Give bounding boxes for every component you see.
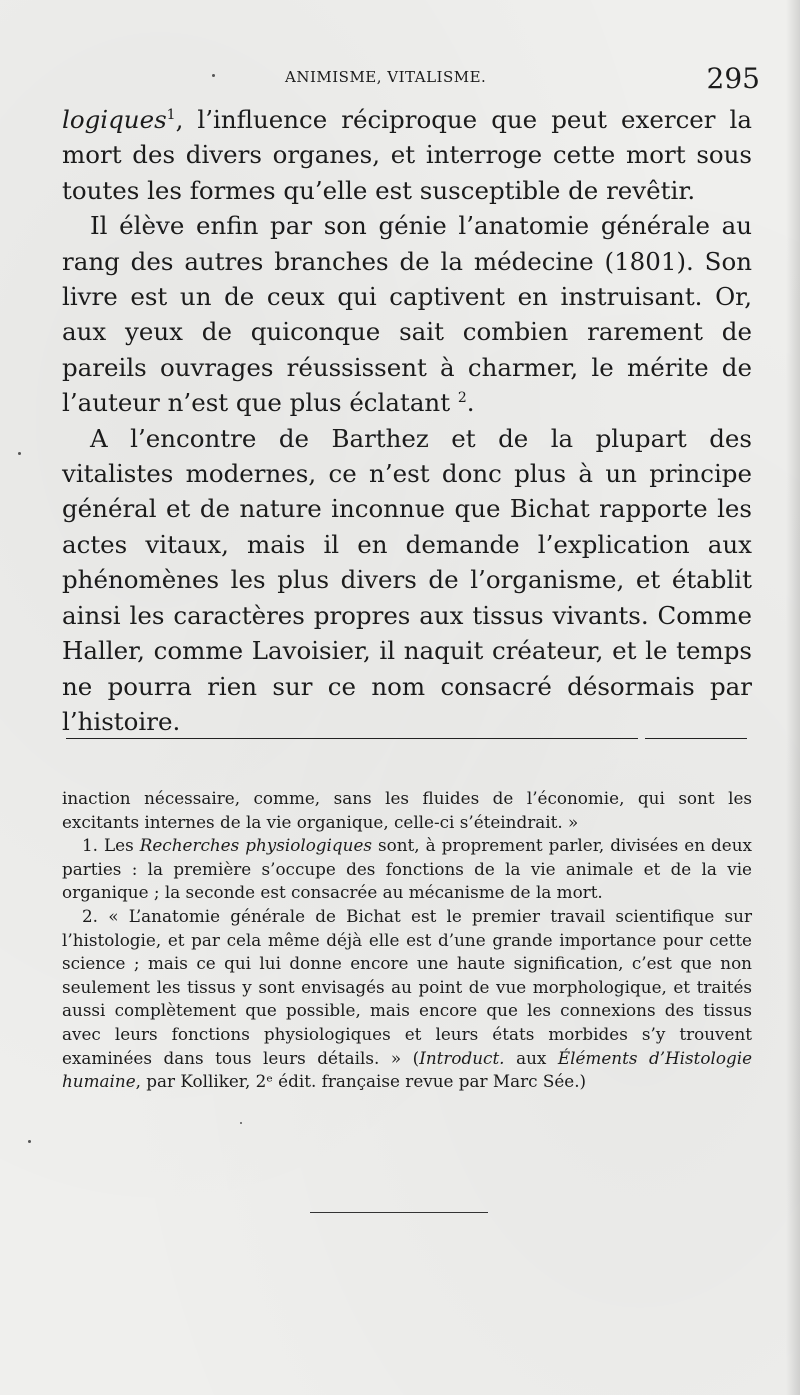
footnote-ref-1: 1 [166, 106, 176, 123]
paper-speck [28, 1140, 31, 1143]
footnote-2-italic-2: Éléments d’Histologie humaine [62, 1047, 752, 1092]
paper-speck [18, 452, 21, 455]
paragraph-2-text: Il élève enfin par son génie l’anatomie générale au rang des autres branches de la médecine (1801). Son livre est un de ceux qui captivent en instruisant. Or, aux yeux de quiconque sait combien rarement de pareils ouvrages réussissent à charmer, le mérite de l’auteur n’est que plus éclatant [62, 211, 752, 418]
paragraph-3 [62, 421, 752, 740]
paragraph-2-end: . [466, 388, 475, 418]
running-title: ANIMISME, VITALISME. [285, 68, 487, 86]
footnote-2-text: 2. « L’anatomie générale de Bichat est le premier travail scientifique sur l’histologie, et par cela même déjà elle est d’une grande importance pour cette science ; mais ce qui lui donne encore une haute signification, c’est que non seulement les tissus y sont envisagés au point de vue morphologique, et traités aussi complètement que possible, mais encore que les connexions des tissus avec leurs fonctions physiologiques et leurs états morbides s’y trouvent examinées dans tous leurs détails. » ( [62, 905, 752, 1068]
paragraph-1 [62, 102, 752, 208]
footnote-ref-2: 2 [457, 390, 467, 407]
main-text [62, 102, 752, 739]
section-rule-left [66, 738, 638, 739]
footnote-2-italic-1: Introduct. [419, 1047, 505, 1068]
footnotes [62, 787, 752, 1094]
paper-speck [240, 1122, 242, 1124]
footnote-1-title: Recherches physiologiques [139, 835, 373, 856]
paragraph-3-text: A l’encontre de Barthez et de la plupart des vitalistes modernes, ce n’est donc plus à un principe général et de nature inconnue que Bichat rapporte les actes vitaux, mais il en demande l’explication aux phénomènes les plus divers de l’organisme, et établit ainsi les caractères propres aux tissus vivants. Comme Haller, comme Lavoisier, il naquit créateur, et le temps ne pourra rien sur ce nom consacré désormais par l’histoire. [62, 423, 752, 736]
paper-speck [212, 74, 215, 77]
footnote-2-mid: aux [516, 1047, 547, 1068]
page-number: 295 [706, 62, 760, 95]
paragraph-1-text: , l’influence réciproque que peut exercer la mort des divers organes, et interroge cette mort sous toutes les formes qu’elle est susceptible de revêtir. [62, 105, 752, 205]
footnote-1-text: sont, à proprement parler, divisées en deux parties : la première s’occupe des fonctions de la vie animale et de la vie organique ; la seconde est consacrée au mécanisme de la mort. [62, 835, 752, 903]
footnote-continuation: inaction nécessaire, comme, sans les fluides de l’économie, qui sont les excitants internes de la vie organique, celle-ci s’éteindrait. » [62, 788, 752, 832]
paragraph-1-italic-start: logiques [62, 105, 167, 134]
page-header [60, 62, 760, 96]
end-rule [310, 1212, 488, 1213]
footnote-1 [62, 834, 752, 905]
section-rule-right [645, 738, 747, 739]
page-edge-shadow [786, 0, 800, 1395]
footnote-1-number: 1. Les [82, 835, 134, 856]
paragraph-2 [62, 208, 752, 420]
footnote-2-end: , par Kolliker, 2ᵉ édit. française revue par Marc Sée.) [135, 1071, 587, 1092]
footnote-2 [62, 905, 752, 1094]
